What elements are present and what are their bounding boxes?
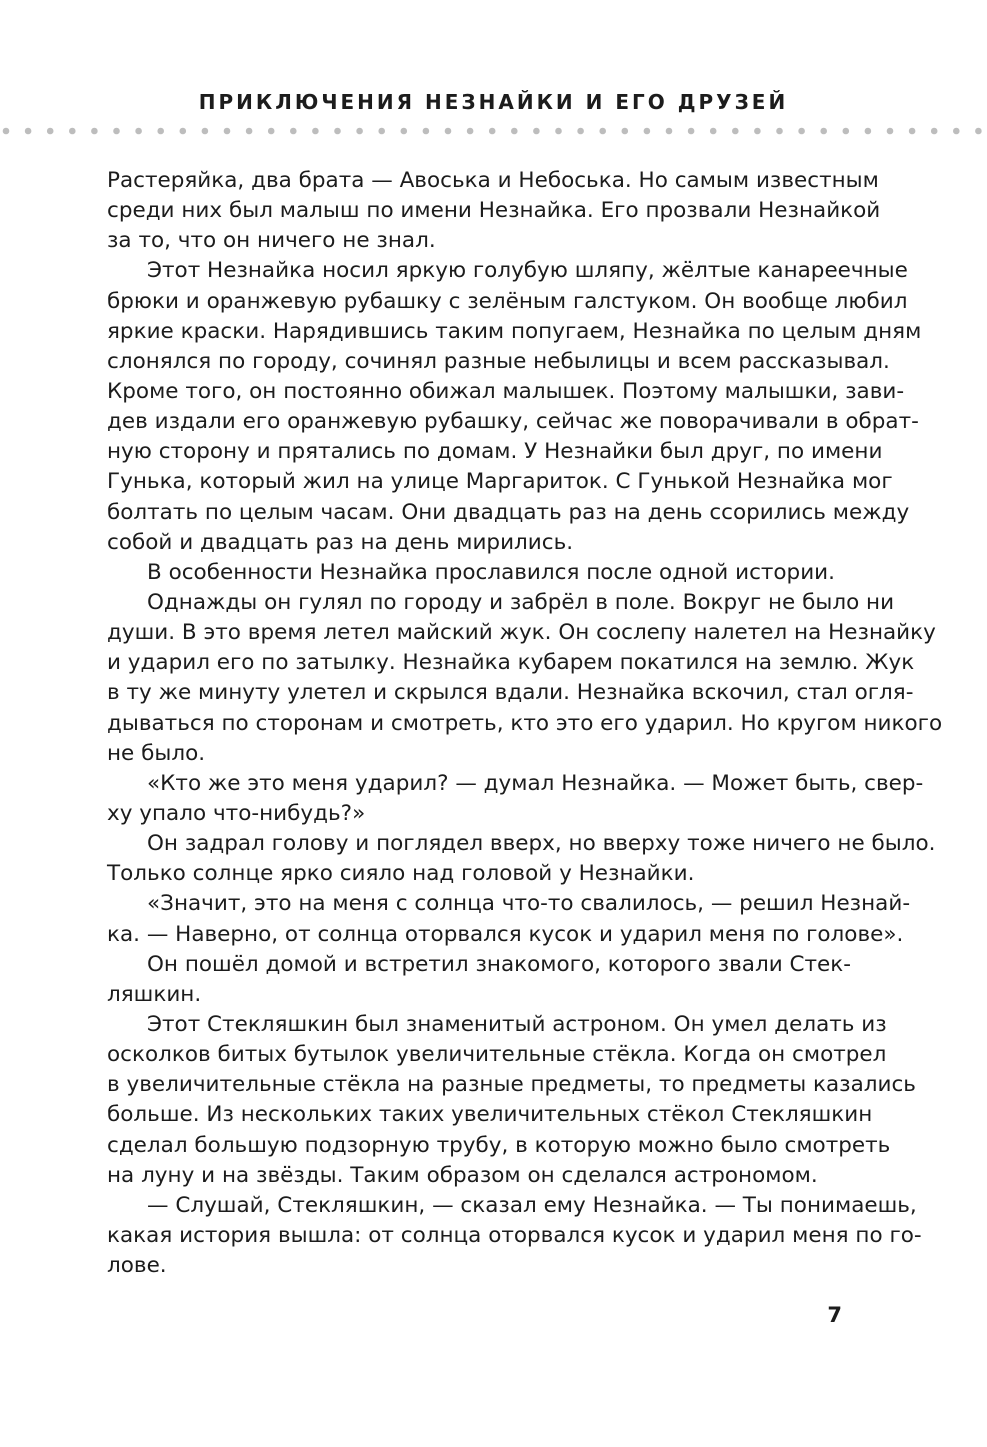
text-line: В особенности Незнайка прославился после одной истории.: [147, 559, 835, 585]
text-line: Этот Незнайка носил яркую голубую шляпу, жёлтые канареечные: [147, 258, 908, 284]
rule-dot: [622, 128, 629, 135]
rule-dot: [91, 128, 98, 135]
rule-dot: [180, 128, 187, 135]
rule-dot: [820, 128, 827, 135]
rule-dot: [467, 128, 474, 135]
text-line: Кроме того, он постоянно обижал малышек. Поэтому малышки, зави-: [107, 378, 905, 404]
rule-dot: [25, 128, 32, 135]
rule-dot: [157, 128, 164, 135]
text-line: Однажды он гулял по городу и забрёл в поле. Вокруг не было ни: [147, 589, 895, 615]
text-line: болтать по целым часам. Они двадцать раз на день ссорились между: [107, 499, 910, 525]
text-line: собой и двадцать раз на день мирились.: [107, 529, 574, 555]
text-line: дев издали его оранжевую рубашку, сейчас же поворачивали в обрат-: [107, 409, 919, 435]
rule-dot: [69, 128, 76, 135]
text-line: — Слушай, Стекляшкин, — сказал ему Незнайка. — Ты понимаешь,: [147, 1192, 917, 1218]
rule-dot: [3, 128, 10, 135]
rule-dot: [47, 128, 54, 135]
text-line: Он задрал голову и поглядел вверх, но вверху тоже ничего не было.: [147, 831, 936, 857]
rule-dot: [423, 128, 430, 135]
rule-dot: [666, 128, 673, 135]
rule-dot: [401, 128, 408, 135]
rule-dot: [246, 128, 253, 135]
text-line: за то, что он ничего не знал.: [107, 228, 436, 254]
text-line: сделал большую подзорную трубу, в которую можно было смотреть: [107, 1132, 891, 1158]
text-line: «Кто же это меня ударил? — думал Незнайка. — Может быть, свер-: [147, 770, 924, 796]
rule-dot: [290, 128, 297, 135]
text-line: яркие краски. Нарядившись таким попугаем, Незнайка по целым дням: [107, 318, 922, 344]
text-line: ка. — Наверно, от солнца оторвался кусок и ударил меня по голове».: [107, 921, 904, 947]
rule-dot: [356, 128, 363, 135]
text-line: на луну и на звёзды. Таким образом он сделался астрономом.: [107, 1162, 818, 1188]
text-line: лове.: [107, 1253, 167, 1279]
rule-dot: [555, 128, 562, 135]
rule-dot: [599, 128, 606, 135]
text-line: осколков битых бутылок увеличительные стёкла. Когда он смотрел: [107, 1042, 887, 1068]
page-number: 7: [827, 1303, 842, 1327]
rule-dot: [975, 128, 982, 135]
rule-dot: [489, 128, 496, 135]
text-line: Этот Стекляшкин был знаменитый астроном. Он умел делать из: [147, 1011, 887, 1037]
rule-dot: [113, 128, 120, 135]
rule-dot: [312, 128, 319, 135]
rule-dot: [776, 128, 783, 135]
rule-dot: [378, 128, 385, 135]
text-line: в ту же минуту улетел и скрылся вдали. Незнайка вскочил, стал огля-: [107, 680, 914, 706]
rule-dot: [202, 128, 209, 135]
text-line: Растеряйка, два брата — Авоська и Небоська. Но самым известным: [107, 168, 879, 193]
rule-dot: [953, 128, 960, 135]
text-line: Гунька, который жил на улице Маргариток. С Гунькой Незнайка мог: [107, 469, 893, 495]
text-line: и ударил его по затылку. Незнайка кубарем покатился на землю. Жук: [107, 650, 915, 676]
text-line: среди них был малыш по имени Незнайка. Его прозвали Незнайкой: [107, 198, 881, 224]
body-text: [107, 166, 943, 1281]
rule-dot: [511, 128, 518, 135]
rule-dot: [909, 128, 916, 135]
text-line: «Значит, это на меня с солнца что-то свалилось, — решил Незнай-: [147, 891, 911, 917]
rule-dot: [334, 128, 341, 135]
rule-dot: [865, 128, 872, 135]
text-line: дываться по сторонам и смотреть, кто это его ударил. Но кругом никого: [107, 710, 943, 736]
text-line: Он пошёл домой и встретил знакомого, которого звали Стек-: [147, 951, 852, 977]
rule-dot: [445, 128, 452, 135]
text-line: ляшкин.: [107, 981, 202, 1007]
text-line: души. В это время летел майский жук. Он сослепу налетел на Незнайку: [107, 620, 936, 646]
rule-dot: [931, 128, 938, 135]
rule-dot: [798, 128, 805, 135]
text-line: слонялся по городу, сочинял разные небылицы и всем рассказывал.: [107, 348, 890, 374]
text-line: ху упало что-нибудь?»: [107, 800, 366, 826]
rule-dot: [644, 128, 651, 135]
running-head: ПРИКЛЮЧЕНИЯ НЕЗНАЙКИ И ЕГО ДРУЗЕЙ: [198, 90, 789, 114]
text-line: какая история вышла: от солнца оторвался кусок и ударил меня по го-: [107, 1222, 922, 1248]
text-line: в увеличительные стёкла на разные предметы, то предметы казались: [107, 1072, 916, 1098]
rule-dot: [688, 128, 695, 135]
rule-dot: [135, 128, 142, 135]
text-line: Только солнце ярко сияло над головой у Незнайки.: [107, 861, 695, 887]
text-line: ную сторону и прятались по домам. У Незнайки был друг, по имени: [107, 439, 883, 465]
rule-dot: [224, 128, 231, 135]
rule-dot: [577, 128, 584, 135]
rule-dot: [754, 128, 761, 135]
dotted-rule: [0, 124, 987, 138]
text-line: не было.: [107, 740, 206, 766]
rule-dot: [268, 128, 275, 135]
rule-dot: [533, 128, 540, 135]
rule-dot: [710, 128, 717, 135]
rule-dot: [887, 128, 894, 135]
text-line: больше. Из нескольких таких увеличительных стёкол Стекляшкин: [107, 1102, 873, 1128]
rule-dot: [732, 128, 739, 135]
rule-dot: [843, 128, 850, 135]
text-line: брюки и оранжевую рубашку с зелёным галстуком. Он вообще любил: [107, 288, 908, 314]
